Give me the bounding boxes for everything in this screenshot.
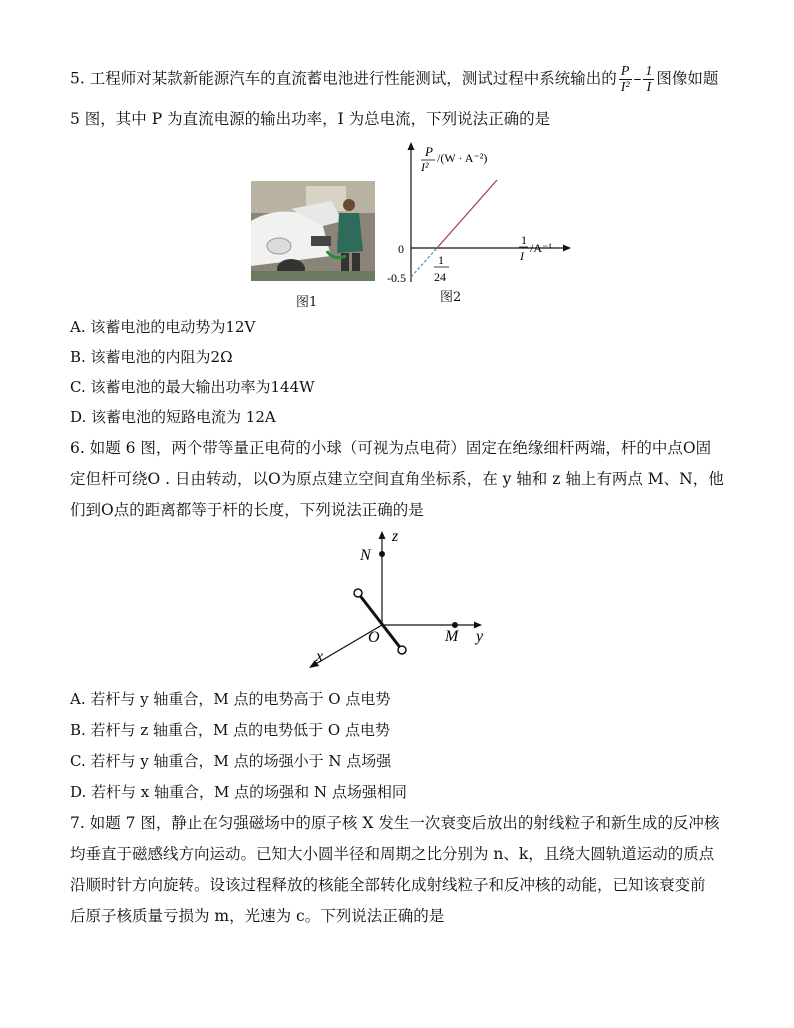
z-label: z: [392, 528, 399, 545]
charged-ball-bottom: [398, 646, 406, 654]
frac-denominator: I²: [620, 80, 630, 95]
q5-option-a: A. 该蓄电池的电动势为12V: [70, 318, 256, 336]
q7-line1: 7. 如题 7 图，静止在匀强磁场中的原子核 X 发生一次衰变后放出的射线粒子和新生成的反冲核: [70, 814, 720, 832]
origin-o-label: O: [368, 629, 380, 646]
y-label-num: P: [425, 144, 433, 159]
q5-line2: 5 图，其中 P 为直流电源的输出功率，I 为总电流，下列说法正确的是: [70, 110, 551, 128]
x-label: x: [316, 648, 324, 665]
y-label-den: I²: [421, 160, 429, 174]
y-intercept-label: -0.5: [387, 271, 406, 285]
q6-option-c: C. 若杆与 y 轴重合，M 点的场强小于 N 点场强: [70, 752, 392, 770]
graph-line: [437, 180, 497, 248]
q5-line1-post: 图像如题: [656, 69, 719, 88]
q5-line1-pre: 5. 工程师对某款新能源汽车的直流蓄电池进行性能测试，测试过程中系统输出的: [70, 69, 617, 88]
q5-option-d: D. 该蓄电池的短路电流为 12A: [70, 408, 276, 426]
q7-line3: 沿顺时针方向旋转。设该过程释放的核能全部转化成射线粒子和反冲核的动能，已知该衰变前: [70, 876, 706, 894]
figure-2-caption: 图2: [440, 290, 462, 305]
q5-frac-p-over-i2: [619, 64, 632, 95]
y-unit: /(W · A⁻²): [437, 151, 488, 165]
frac-numerator: 1: [645, 64, 653, 79]
n-label: N: [360, 547, 371, 564]
x-label-den: I: [520, 249, 524, 263]
q5-line1: [70, 64, 718, 95]
car-photo-illustration: [251, 181, 375, 281]
x-tick-den: 24: [434, 270, 446, 284]
point-n: [379, 551, 385, 557]
q6-option-b: B. 若杆与 z 轴重合，M 点的电势低于 O 点电势: [70, 721, 390, 739]
q5-option-c: C. 该蓄电池的最大输出功率为144W: [70, 378, 315, 396]
y-label: y: [476, 628, 484, 645]
figure-1-caption: 图1: [296, 295, 318, 310]
frac-numerator: P: [619, 64, 632, 80]
q5-frac-one-over-i: [643, 64, 654, 95]
y-axis-arrow: [408, 142, 415, 150]
q5-option-b: B. 该蓄电池的内阻为2Ω: [70, 348, 233, 366]
figure-6-axes: [300, 525, 500, 675]
charged-ball-top: [354, 589, 362, 597]
origin-label: 0: [398, 242, 404, 256]
frac-denominator: I: [646, 80, 652, 95]
q6-line3: 们到O点的距离都等于杆的长度，下列说法正确的是: [70, 501, 424, 519]
x-label-num: 1: [521, 233, 527, 247]
q7-line4: 后原子核质量亏损为 m，光速为 c。下列说法正确的是: [70, 907, 445, 925]
figure-2-graph: [385, 140, 575, 290]
q6-option-d: D. 若杆与 x 轴重合，M 点的场强和 N 点场强相同: [70, 783, 407, 801]
insulating-rod: [358, 593, 402, 650]
q7-line2: 均垂直于磁感线方向运动。已知大小圆半径和周期之比分别为 n、k，且绕大圆轨道运动的质点: [70, 845, 715, 863]
x-unit: /A⁻¹: [530, 241, 552, 255]
m-label: M: [445, 628, 459, 645]
minus-sign: –: [633, 69, 642, 88]
x-axis-arrow: [563, 245, 571, 252]
figure-1-photo: [251, 181, 375, 281]
q6-option-a: A. 若杆与 y 轴重合，M 点的电势高于 O 点电势: [70, 690, 391, 708]
z-axis-arrow: [379, 531, 386, 539]
q6-line2: 定但杆可绕O . 日由转动，以O为原点建立空间直角坐标系，在 y 轴和 z 轴上有两点 M、N，他: [70, 470, 724, 488]
x-tick-num: 1: [438, 253, 444, 267]
q6-line1: 6. 如题 6 图，两个带等量正电荷的小球（可视为点电荷）固定在绝缘细杆两端，杆的中点O固: [70, 439, 712, 457]
